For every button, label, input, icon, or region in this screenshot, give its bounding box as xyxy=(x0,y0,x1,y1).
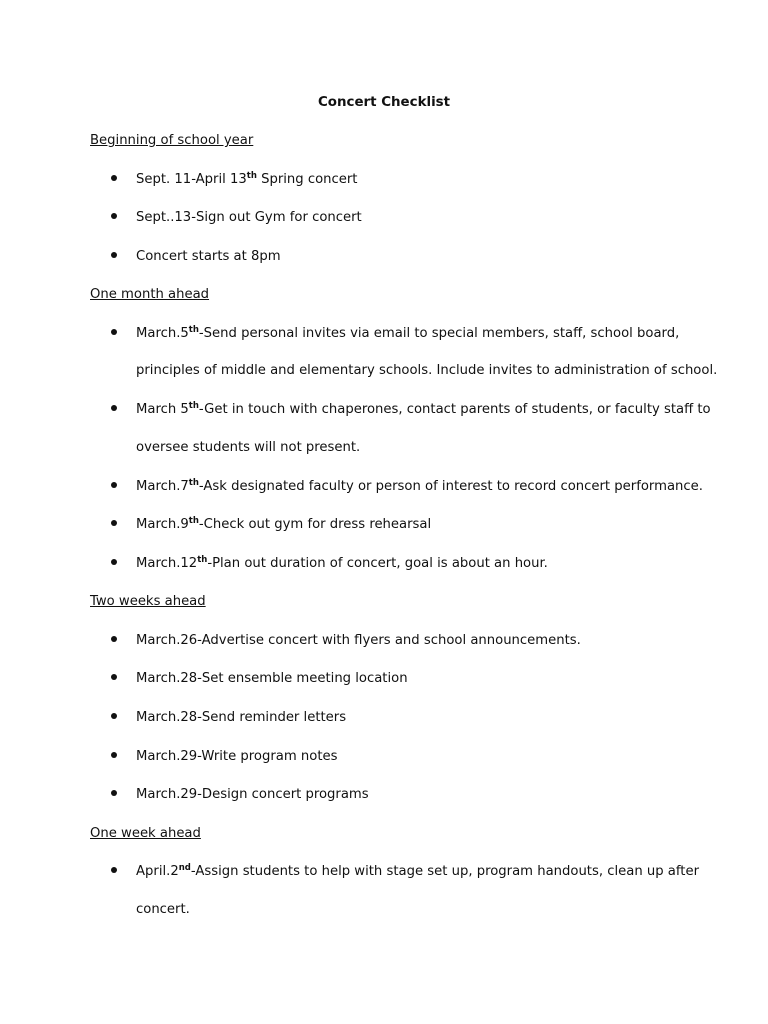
item-line: Sept. 11-April 13th Spring concert xyxy=(136,171,358,187)
bullet-icon xyxy=(111,329,117,335)
item-line: March.9th-Check out gym for dress rehearsal xyxy=(136,516,432,532)
section-heading: Two weeks ahead xyxy=(90,594,206,609)
item-line: March.26-Advertise concert with flyers and school announcements. xyxy=(136,633,581,648)
item-line: principles of middle and elementary schools. Include invites to administration of school. xyxy=(136,363,718,378)
bullet-icon xyxy=(111,636,117,642)
bullet-icon xyxy=(111,520,117,526)
section-heading: Beginning of school year xyxy=(90,133,254,148)
bullet-icon xyxy=(111,213,117,219)
bullet-icon xyxy=(111,674,117,680)
bullet-icon xyxy=(111,867,117,873)
item-line: March.29-Write program notes xyxy=(136,749,338,764)
item-line: concert. xyxy=(136,902,190,917)
bullet-icon xyxy=(111,175,117,181)
bullet-icon xyxy=(111,559,117,565)
bullet-icon xyxy=(111,790,117,796)
section-heading: One week ahead xyxy=(90,826,201,841)
item-line: March.7th-Ask designated faculty or person of interest to record concert performance. xyxy=(136,478,703,494)
item-line: March.28-Send reminder letters xyxy=(136,710,347,725)
item-line: March.28-Set ensemble meeting location xyxy=(136,671,408,686)
bullet-icon xyxy=(111,713,117,719)
page-title: Concert Checklist xyxy=(317,95,451,110)
bullet-icon xyxy=(111,752,117,758)
item-line: oversee students will not present. xyxy=(136,440,361,455)
item-line: March.5th-Send personal invites via email to special members, staff, school board, xyxy=(136,325,680,341)
item-line: Concert starts at 8pm xyxy=(136,249,281,264)
item-line: March.12th-Plan out duration of concert, goal is about an hour. xyxy=(136,555,548,571)
item-line: March 5th-Get in touch with chaperones, contact parents of students, or faculty staff to xyxy=(136,401,711,417)
section-heading: One month ahead xyxy=(90,287,210,302)
bullet-icon xyxy=(111,405,117,411)
item-line: April.2nd-Assign students to help with stage set up, program handouts, clean up after xyxy=(136,863,700,879)
item-line: March.29-Design concert programs xyxy=(136,787,369,802)
item-line: Sept..13-Sign out Gym for concert xyxy=(136,210,362,225)
bullet-icon xyxy=(111,252,117,258)
bullet-icon xyxy=(111,482,117,488)
